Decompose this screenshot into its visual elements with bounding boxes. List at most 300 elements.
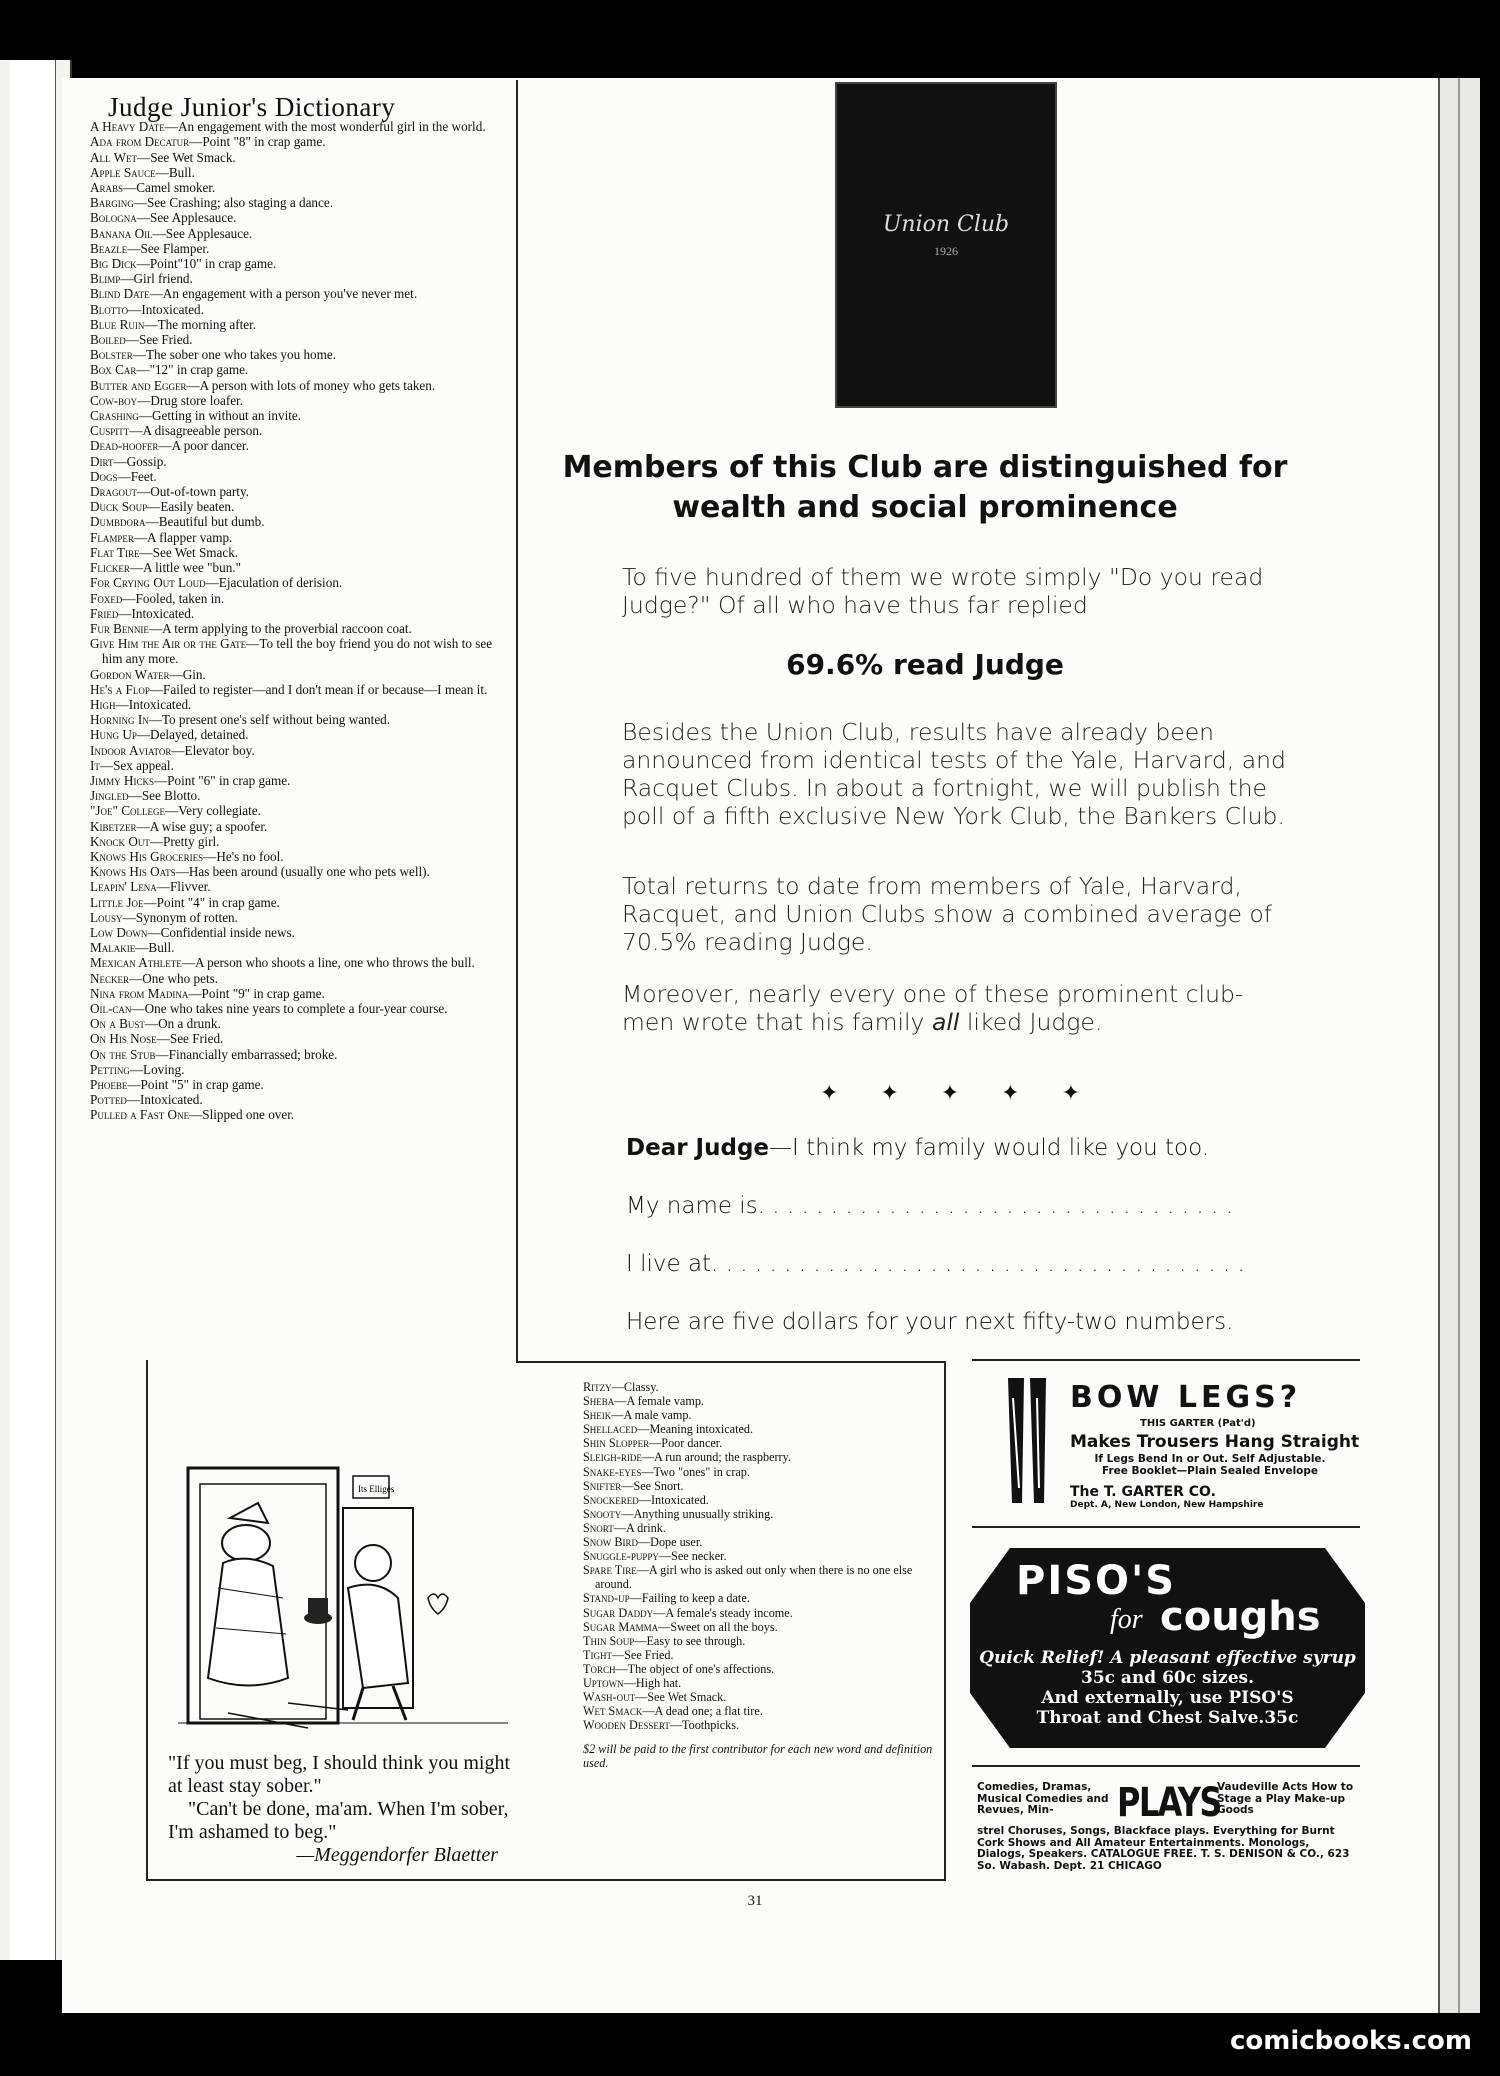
entry-term: Dogs <box>90 468 118 484</box>
entry-term: Thin Soup <box>583 1633 635 1648</box>
entry-definition: —See Applesauce. <box>136 210 237 226</box>
entry-term: Spare Tire <box>583 1563 637 1578</box>
entry-definition: —See Snort. <box>621 1478 684 1493</box>
cartoon-caption <box>168 1752 518 1867</box>
entry-term: Snooty <box>583 1506 622 1521</box>
entry-term: Duck Soup <box>90 499 148 515</box>
watermark: comicbooks.com <box>1229 2026 1472 2056</box>
entry-definition: —See necker. <box>658 1549 727 1564</box>
dictionary-entry <box>90 165 515 180</box>
dictionary-entry <box>90 286 515 301</box>
dictionary-entry <box>583 1465 933 1479</box>
entry-term: Jingled <box>90 788 129 804</box>
entry-term: Knock Out <box>90 833 150 849</box>
entry-definition: —See Wet Smack. <box>139 544 239 560</box>
entry-definition: —Point "8" in crap game. <box>189 134 326 150</box>
dictionary-entries-continued <box>583 1380 933 1732</box>
entry-definition: —A run around; the raspberry. <box>641 1450 791 1465</box>
entry-term: Shin Slopper <box>583 1436 650 1451</box>
caption-line-1: "If you must beg, I should think you might at least stay sober." <box>168 1752 511 1797</box>
dictionary-entry <box>90 469 515 484</box>
page-number: 31 <box>747 1893 763 1909</box>
entry-term: Apple Sauce <box>90 164 156 180</box>
dictionary-entry <box>90 408 515 423</box>
dictionary-entry <box>90 438 515 453</box>
p4-text-a: Moreover, nearly every one of these prominent club-men wrote that his family <box>622 980 1244 1036</box>
entry-term: Sugar Daddy <box>583 1605 654 1620</box>
entry-definition: —Very collegiate. <box>164 803 261 819</box>
dictionary-entry <box>583 1535 933 1549</box>
dictionary-entry <box>583 1704 933 1718</box>
entry-definition: —Out-of-town party. <box>137 484 249 500</box>
box-right-rule <box>944 1361 946 1881</box>
entry-definition: —Point"10" in crap game. <box>136 256 277 272</box>
dictionary-entry <box>90 606 515 621</box>
entry-term: Dirt <box>90 453 114 469</box>
entry-definition: —See Fried. <box>611 1647 674 1662</box>
entry-definition: —Classy. <box>611 1380 659 1394</box>
dictionary-entry <box>90 925 515 940</box>
entry-term: Fur Bennie <box>90 620 149 636</box>
dictionary-entry <box>90 819 515 834</box>
entry-term: Jimmy Hicks <box>90 772 154 788</box>
entry-definition: —See Blotto. <box>128 788 201 804</box>
dictionary-entry <box>90 1031 515 1046</box>
dictionary-entry <box>90 545 515 560</box>
entry-definition: —A term applying to the proverbial raccoon coat. <box>148 620 412 636</box>
dictionary-entry <box>90 955 515 970</box>
entry-definition: —A disagreeable person. <box>129 423 263 439</box>
ad-paragraph-3: Total returns to date from members of Yale, Harvard, Racquet, and Union Clubs show a combined average of 70.5% reading Judge. <box>622 872 1273 956</box>
entry-term: Knows His Oats <box>90 864 176 880</box>
entry-definition: —Bull. <box>135 940 175 956</box>
entry-definition: —A girl who is asked out only when there is no one else around. <box>595 1563 913 1592</box>
pisos-ad <box>970 1548 1365 1748</box>
entry-definition: —Delayed, detained. <box>136 727 249 743</box>
entry-definition: —See Fried. <box>125 332 193 348</box>
ad-separator <box>972 1526 1360 1528</box>
entry-term: Box Car <box>90 362 137 378</box>
dictionary-entry <box>583 1479 933 1493</box>
dictionary-entry <box>90 758 515 773</box>
entry-definition: —A person with lots of money who gets taken. <box>186 377 436 393</box>
dictionary-entry <box>90 697 515 712</box>
dictionary-entry <box>90 134 515 149</box>
dictionary-entry <box>583 1450 933 1464</box>
ad-headline: Members of this Club are distinguished for wealth and social prominence <box>562 450 1288 525</box>
star-icon: ✦ <box>880 1080 899 1105</box>
dictionary-entry <box>90 986 515 1001</box>
coupon-offer: Here are five dollars for your next fifty-two numbers. <box>626 1309 1234 1335</box>
entry-definition: —Financially embarrassed; broke. <box>155 1046 338 1062</box>
dictionary-entry <box>90 454 515 469</box>
ad-separator <box>972 1359 1360 1361</box>
coupon-name-field[interactable]: My name is. . . . . . . . . . . . . . . . . . . . . . . . . . . . . . . . . <box>626 1193 1233 1219</box>
entry-term: Snockered <box>583 1492 639 1507</box>
dictionary-entry <box>90 879 515 894</box>
dictionary-column <box>90 92 515 1123</box>
dictionary-entry <box>90 393 515 408</box>
entry-term: Nina from Madina <box>90 985 189 1001</box>
entry-definition: —A poor dancer. <box>158 438 249 454</box>
entry-definition: —The object of one's affections. <box>615 1661 775 1676</box>
entry-term: Cuspitt <box>90 423 130 439</box>
entry-term: It <box>90 757 100 773</box>
entry-definition: —Intoxicated. <box>126 1092 203 1108</box>
dictionary-entry <box>583 1422 933 1436</box>
coupon-lead-bold: Dear Judge <box>626 1135 770 1161</box>
entry-definition: —On a drunk. <box>144 1016 221 1032</box>
entry-term: Wooden Dessert <box>583 1718 670 1733</box>
star-icon: ✦ <box>820 1080 839 1105</box>
cartoon-sign: Its Elliges <box>358 1484 395 1494</box>
entry-term: Necker <box>90 970 130 986</box>
bow-legs-detail: If Legs Bend In or Out. Self Adjustable. Free Booklet—Plain Sealed Envelope <box>1094 1453 1326 1477</box>
cartoon-illustration <box>168 1448 528 1738</box>
bow-legs-sub: THIS GARTER (Pat'd) <box>1140 1418 1256 1429</box>
entry-definition: —Getting in without an invite. <box>138 408 302 424</box>
dictionary-entry <box>90 1062 515 1077</box>
entry-term: Snow Bird <box>583 1535 638 1550</box>
entry-term: On His Nose <box>90 1031 157 1047</box>
bow-legs-headline: Makes Trousers Hang Straight <box>1070 1432 1360 1452</box>
dictionary-entry <box>583 1493 933 1507</box>
dictionary-entry <box>90 1047 515 1062</box>
entry-definition: —The sober one who takes you home. <box>132 347 337 363</box>
dictionary-entry <box>90 773 515 788</box>
entry-definition: —Anything unusually striking. <box>621 1506 774 1521</box>
company-name: The T. GARTER CO. <box>1070 1484 1216 1500</box>
entry-term: Stand-up <box>583 1591 630 1606</box>
entry-definition: —Dope user. <box>637 1535 703 1550</box>
dictionary-entry <box>90 499 515 514</box>
entry-term: Oil-can <box>90 1000 132 1016</box>
entry-term: Sheik <box>583 1408 612 1423</box>
entry-term: Barging <box>90 195 134 211</box>
entry-term: Wet Smack <box>583 1704 643 1719</box>
union-club-book-image <box>835 82 1057 408</box>
entry-definition: —Pretty girl. <box>149 833 220 849</box>
entry-term: Blind Date <box>90 286 150 302</box>
entry-term: Torch <box>583 1661 616 1676</box>
entry-definition: —Intoxicated. <box>128 301 204 317</box>
entry-definition: —Failing to keep a date. <box>629 1591 750 1606</box>
plays-right-text: Vaudeville Acts How to Stage a Play Make-up Goods <box>1217 1781 1354 1816</box>
entry-definition: —A drink. <box>613 1520 666 1535</box>
bow-legs-title: BOW LEGS? <box>1070 1380 1302 1415</box>
entry-term: Pulled a Fast One <box>90 1107 190 1123</box>
entry-definition: —See Wet Smack. <box>137 149 236 165</box>
entry-definition: —An engagement with a person you've never met. <box>149 286 418 302</box>
entry-definition: —To tell the boy friend you do not wish to see him any more. <box>102 636 493 667</box>
entry-definition: —Easily beaten. <box>147 499 235 515</box>
entry-definition: —Sex appeal. <box>99 757 174 773</box>
entry-definition: —See Fried. <box>156 1031 224 1047</box>
dictionary-entry <box>90 895 515 910</box>
entry-definition: —Bull. <box>155 164 195 180</box>
dictionary-entry <box>90 514 515 529</box>
dictionary-entry <box>90 743 515 758</box>
coupon-lead-rest: —I think my family would like you too. <box>769 1135 1210 1161</box>
dictionary-entry <box>90 940 515 955</box>
entry-term: Flamper <box>90 529 134 545</box>
entry-definition: —Camel smoker. <box>123 180 216 196</box>
entry-definition: —See Flamper. <box>127 240 210 256</box>
dictionary-entry <box>90 712 515 727</box>
contributor-note: $2 will be paid to the first contributor for each new word and definition used. <box>583 1742 933 1771</box>
entry-definition: —Toothpicks. <box>669 1718 740 1733</box>
dictionary-entry <box>90 636 515 666</box>
dictionary-entry <box>583 1549 933 1563</box>
bow-legs-company <box>1070 1484 1360 1516</box>
entry-term: Dragout <box>90 484 138 500</box>
ad-paragraph-4 <box>622 980 1292 1036</box>
entry-definition: —See Applesauce. <box>152 225 253 241</box>
dictionary-entry <box>90 378 515 393</box>
entry-definition: —A female vamp. <box>614 1394 704 1409</box>
dictionary-entry <box>90 621 515 636</box>
entry-definition: —See Crashing; also staging a dance. <box>133 195 334 211</box>
entry-term: Sugar Mamma <box>583 1619 659 1634</box>
dictionary-entry <box>90 347 515 362</box>
entry-term: High <box>90 696 116 712</box>
entry-definition: —Synonym of rotten. <box>122 909 238 925</box>
entry-term: Little Joe <box>90 894 144 910</box>
dictionary-entry <box>90 1016 515 1031</box>
entry-term: Wash-out <box>583 1690 636 1705</box>
entry-term: Fried <box>90 605 119 621</box>
dictionary-entry <box>583 1620 933 1634</box>
entry-term: Hung Up <box>90 727 137 743</box>
entry-term: Flicker <box>90 560 130 576</box>
entry-term: Butter and Egger <box>90 377 187 393</box>
dictionary-entry <box>583 1394 933 1408</box>
dictionary-entry <box>583 1648 933 1662</box>
dictionary-entry <box>90 484 515 499</box>
entry-term: Snort <box>583 1520 614 1535</box>
entry-term: Sheba <box>583 1394 615 1409</box>
pisos-for: for <box>1110 1604 1143 1635</box>
dictionary-entry <box>90 210 515 225</box>
entry-definition: —Confidential inside news. <box>147 924 295 940</box>
company-address: Dept. A, New London, New Hampshire <box>1070 1500 1264 1510</box>
entry-definition: —Point "9" in crap game. <box>188 985 325 1001</box>
dictionary-entry <box>583 1591 933 1605</box>
entry-definition: —Gossip. <box>113 453 167 469</box>
entry-definition: —A male vamp. <box>611 1408 692 1423</box>
dictionary-entry <box>90 591 515 606</box>
entry-term: Snuggle-puppy <box>583 1549 659 1564</box>
entry-definition: —Easy to see through. <box>634 1633 746 1648</box>
entry-definition: —Two "ones" in crap. <box>641 1464 750 1479</box>
dictionary-entry <box>90 864 515 879</box>
entry-term: Low Down <box>90 924 148 940</box>
entry-term: Horning In <box>90 712 149 728</box>
entry-definition: —A little wee "bun." <box>129 560 241 576</box>
entry-definition: —Flivver. <box>156 879 211 895</box>
caption-line-2: "Can't be done, ma'am. When I'm sober, I'm ashamed to beg." <box>168 1798 509 1843</box>
entry-term: Blotto <box>90 301 129 317</box>
entry-term: Foxed <box>90 590 123 606</box>
p4-text-b: liked Judge. <box>959 1008 1103 1036</box>
dictionary-entry <box>90 1077 515 1092</box>
entry-definition: —Girl friend. <box>120 271 193 287</box>
page-stack-edge <box>1438 78 1480 2013</box>
dictionary-entry <box>90 849 515 864</box>
entry-definition: —The morning after. <box>144 316 257 332</box>
entry-term: Mexican Athlete <box>90 955 182 971</box>
dictionary-entry <box>90 271 515 286</box>
entry-definition: —To present one's self without being wanted. <box>148 712 391 728</box>
dictionary-entry <box>583 1606 933 1620</box>
entry-term: Give Him the Air or the Gate <box>90 636 247 652</box>
entry-definition: —Elevator boy. <box>171 742 255 758</box>
entry-definition: —Loving. <box>129 1061 185 1077</box>
dictionary-entry <box>583 1507 933 1521</box>
plays-bottom-text: strel Choruses, Songs, Blackface plays. Everything for Burnt Cork Shows and All Amateur Entertainments. Monologs, Dialogs, Speakers. CATALOGUE FREE. T. S. DENISON & CO., 623 So. Wabash. Dept. 21 CHICAGO <box>977 1825 1350 1872</box>
dictionary-entry <box>90 317 515 332</box>
box-bottom-rule <box>146 1879 946 1881</box>
entry-term: Banana Oil <box>90 225 153 241</box>
plays-left-text: Comedies, Dramas, Musical Comedies and Revues, Min- <box>977 1781 1109 1816</box>
dictionary-entry <box>90 910 515 925</box>
dictionary-entry <box>90 788 515 803</box>
entry-term: Tight <box>583 1647 612 1662</box>
entry-definition: —One who pets. <box>129 970 219 986</box>
dictionary-entry <box>90 1001 515 1016</box>
dictionary-entry <box>90 423 515 438</box>
entry-term: Arabs <box>90 180 124 196</box>
dictionary-entries <box>90 119 515 1122</box>
bow-legs-ad <box>990 1378 1360 1513</box>
entry-term: Shellaced <box>583 1422 638 1437</box>
entry-term: Uptown <box>583 1675 624 1690</box>
entry-definition: —A wise guy; a spoofer. <box>136 818 268 834</box>
coupon-address-field[interactable]: I live at. . . . . . . . . . . . . . . . . . . . . . . . . . . . . . . . . . . . . <box>626 1251 1245 1277</box>
pisos-line-1: Quick Relief! A pleasant effective syrup <box>979 1648 1356 1668</box>
dictionary-entry <box>90 575 515 590</box>
dictionary-entry <box>90 302 515 317</box>
entry-term: On a Bust <box>90 1016 145 1032</box>
entry-term: Dumbdora <box>90 514 146 530</box>
entry-definition: —Intoxicated. <box>638 1492 709 1507</box>
entry-definition: —Intoxicated. <box>115 696 192 712</box>
entry-definition: —Intoxicated. <box>118 605 195 621</box>
dictionary-entry <box>583 1662 933 1676</box>
dictionary-entry <box>583 1521 933 1535</box>
coupon-lead <box>626 1135 1306 1193</box>
entry-term: Malakie <box>90 940 136 956</box>
entry-term: Boiled <box>90 332 126 348</box>
entry-term: Sleigh-ride <box>583 1450 642 1465</box>
entry-definition: —High hat. <box>623 1675 682 1690</box>
entry-term: Cow-boy <box>90 392 138 408</box>
entry-term: Knows His Groceries <box>90 848 204 864</box>
entry-definition: —Sweet on all the boys. <box>658 1619 778 1634</box>
star-icon: ✦ <box>940 1080 960 1105</box>
entry-definition: —Ejaculation of derision. <box>205 575 343 591</box>
dictionary-entry <box>90 682 515 697</box>
book-year: 1926 <box>934 244 958 258</box>
ad-paragraph-2: Besides the Union Club, results have already been announced from identical tests of the Yale, Harvard, and Racquet Clubs. In about a fortnight, we will publish the poll of a fifth exclusive New York Club, the Bankers Club. <box>622 718 1286 830</box>
dictionary-title: Judge Junior's Dictionary <box>108 92 396 122</box>
entry-term: On the Stub <box>90 1046 156 1062</box>
ad-separator <box>972 1765 1360 1767</box>
dictionary-entry <box>90 560 515 575</box>
plays-title: PLAYS <box>1117 1780 1221 1826</box>
dictionary-entry <box>583 1380 933 1394</box>
dictionary-entry <box>90 119 515 134</box>
entry-term: Snifter <box>583 1478 622 1493</box>
entry-term: Kibetzer <box>90 818 137 834</box>
entry-definition: —Point "5" in crap game. <box>127 1077 264 1092</box>
entry-term: Dead-hoofer <box>90 438 159 454</box>
entry-term: Indoor Aviator <box>90 742 172 758</box>
entry-term: Bologna <box>90 210 137 226</box>
entry-definition: —A flapper vamp. <box>133 529 233 545</box>
entry-term: Leapin' Lena <box>90 879 157 895</box>
dictionary-entry <box>583 1676 933 1690</box>
dictionary-entry <box>90 180 515 195</box>
dictionary-entry <box>90 362 515 377</box>
dictionary-entry <box>90 530 515 545</box>
entry-term: Blimp <box>90 271 121 287</box>
p4-emphasis: all <box>931 1008 960 1036</box>
entry-term: Ritzy <box>583 1380 612 1394</box>
dictionary-entry <box>90 1107 515 1122</box>
entry-definition: —Point "6" in crap game. <box>153 772 291 788</box>
pisos-product: coughs <box>1160 1594 1321 1640</box>
book-title: Union Club <box>882 212 1010 237</box>
ad-statistic: 69.6% read Judge <box>786 648 1064 681</box>
star-divider <box>820 1080 1080 1106</box>
entry-term: For Crying Out Loud <box>90 575 206 591</box>
entry-term: "Joe" College <box>90 803 165 819</box>
entry-definition: —Feet. <box>117 468 157 484</box>
entry-term: A Heavy Date <box>90 119 165 135</box>
entry-term: Crashing <box>90 408 139 424</box>
entry-term: Beazle <box>90 240 128 256</box>
dictionary-entry <box>583 1563 933 1591</box>
entry-term: Lousy <box>90 909 123 925</box>
entry-term: Bolster <box>90 347 133 363</box>
dictionary-entry <box>583 1634 933 1648</box>
entry-definition: —A dead one; a flat tire. <box>642 1704 763 1719</box>
entry-definition: —"12" in crap game. <box>136 362 249 378</box>
pisos-line-2: 35c and 60c sizes. <box>1080 1668 1255 1688</box>
legs-icon <box>998 1378 1058 1508</box>
dictionary-entry <box>90 150 515 165</box>
box-left-rule <box>146 1360 148 1880</box>
entry-definition: —Drug store loafer. <box>137 392 244 408</box>
pisos-line-3: And externally, use PISO'S <box>1041 1688 1294 1708</box>
entry-definition: —Point "4" in crap game. <box>143 894 280 910</box>
pisos-name: PISO'S <box>1016 1558 1177 1604</box>
entry-definition: —A female's steady income. <box>653 1605 793 1620</box>
entry-term: Phoebe <box>90 1077 128 1092</box>
subscription-coupon <box>626 1135 1306 1367</box>
dictionary-entry <box>583 1436 933 1450</box>
entry-definition: —He's no fool. <box>203 848 284 864</box>
dictionary-entry <box>90 727 515 742</box>
entry-term: He's a Flop <box>90 681 150 697</box>
ad-paragraph-1: To five hundred of them we wrote simply "Do you read Judge?" Of all who have thus far replied <box>622 563 1264 619</box>
dictionary-entry <box>90 226 515 241</box>
entry-definition: —Meaning intoxicated. <box>637 1422 754 1437</box>
dictionary-entry <box>583 1718 933 1732</box>
entry-term: Gordon Water <box>90 666 170 682</box>
entry-term: Snake-eyes <box>583 1464 642 1479</box>
